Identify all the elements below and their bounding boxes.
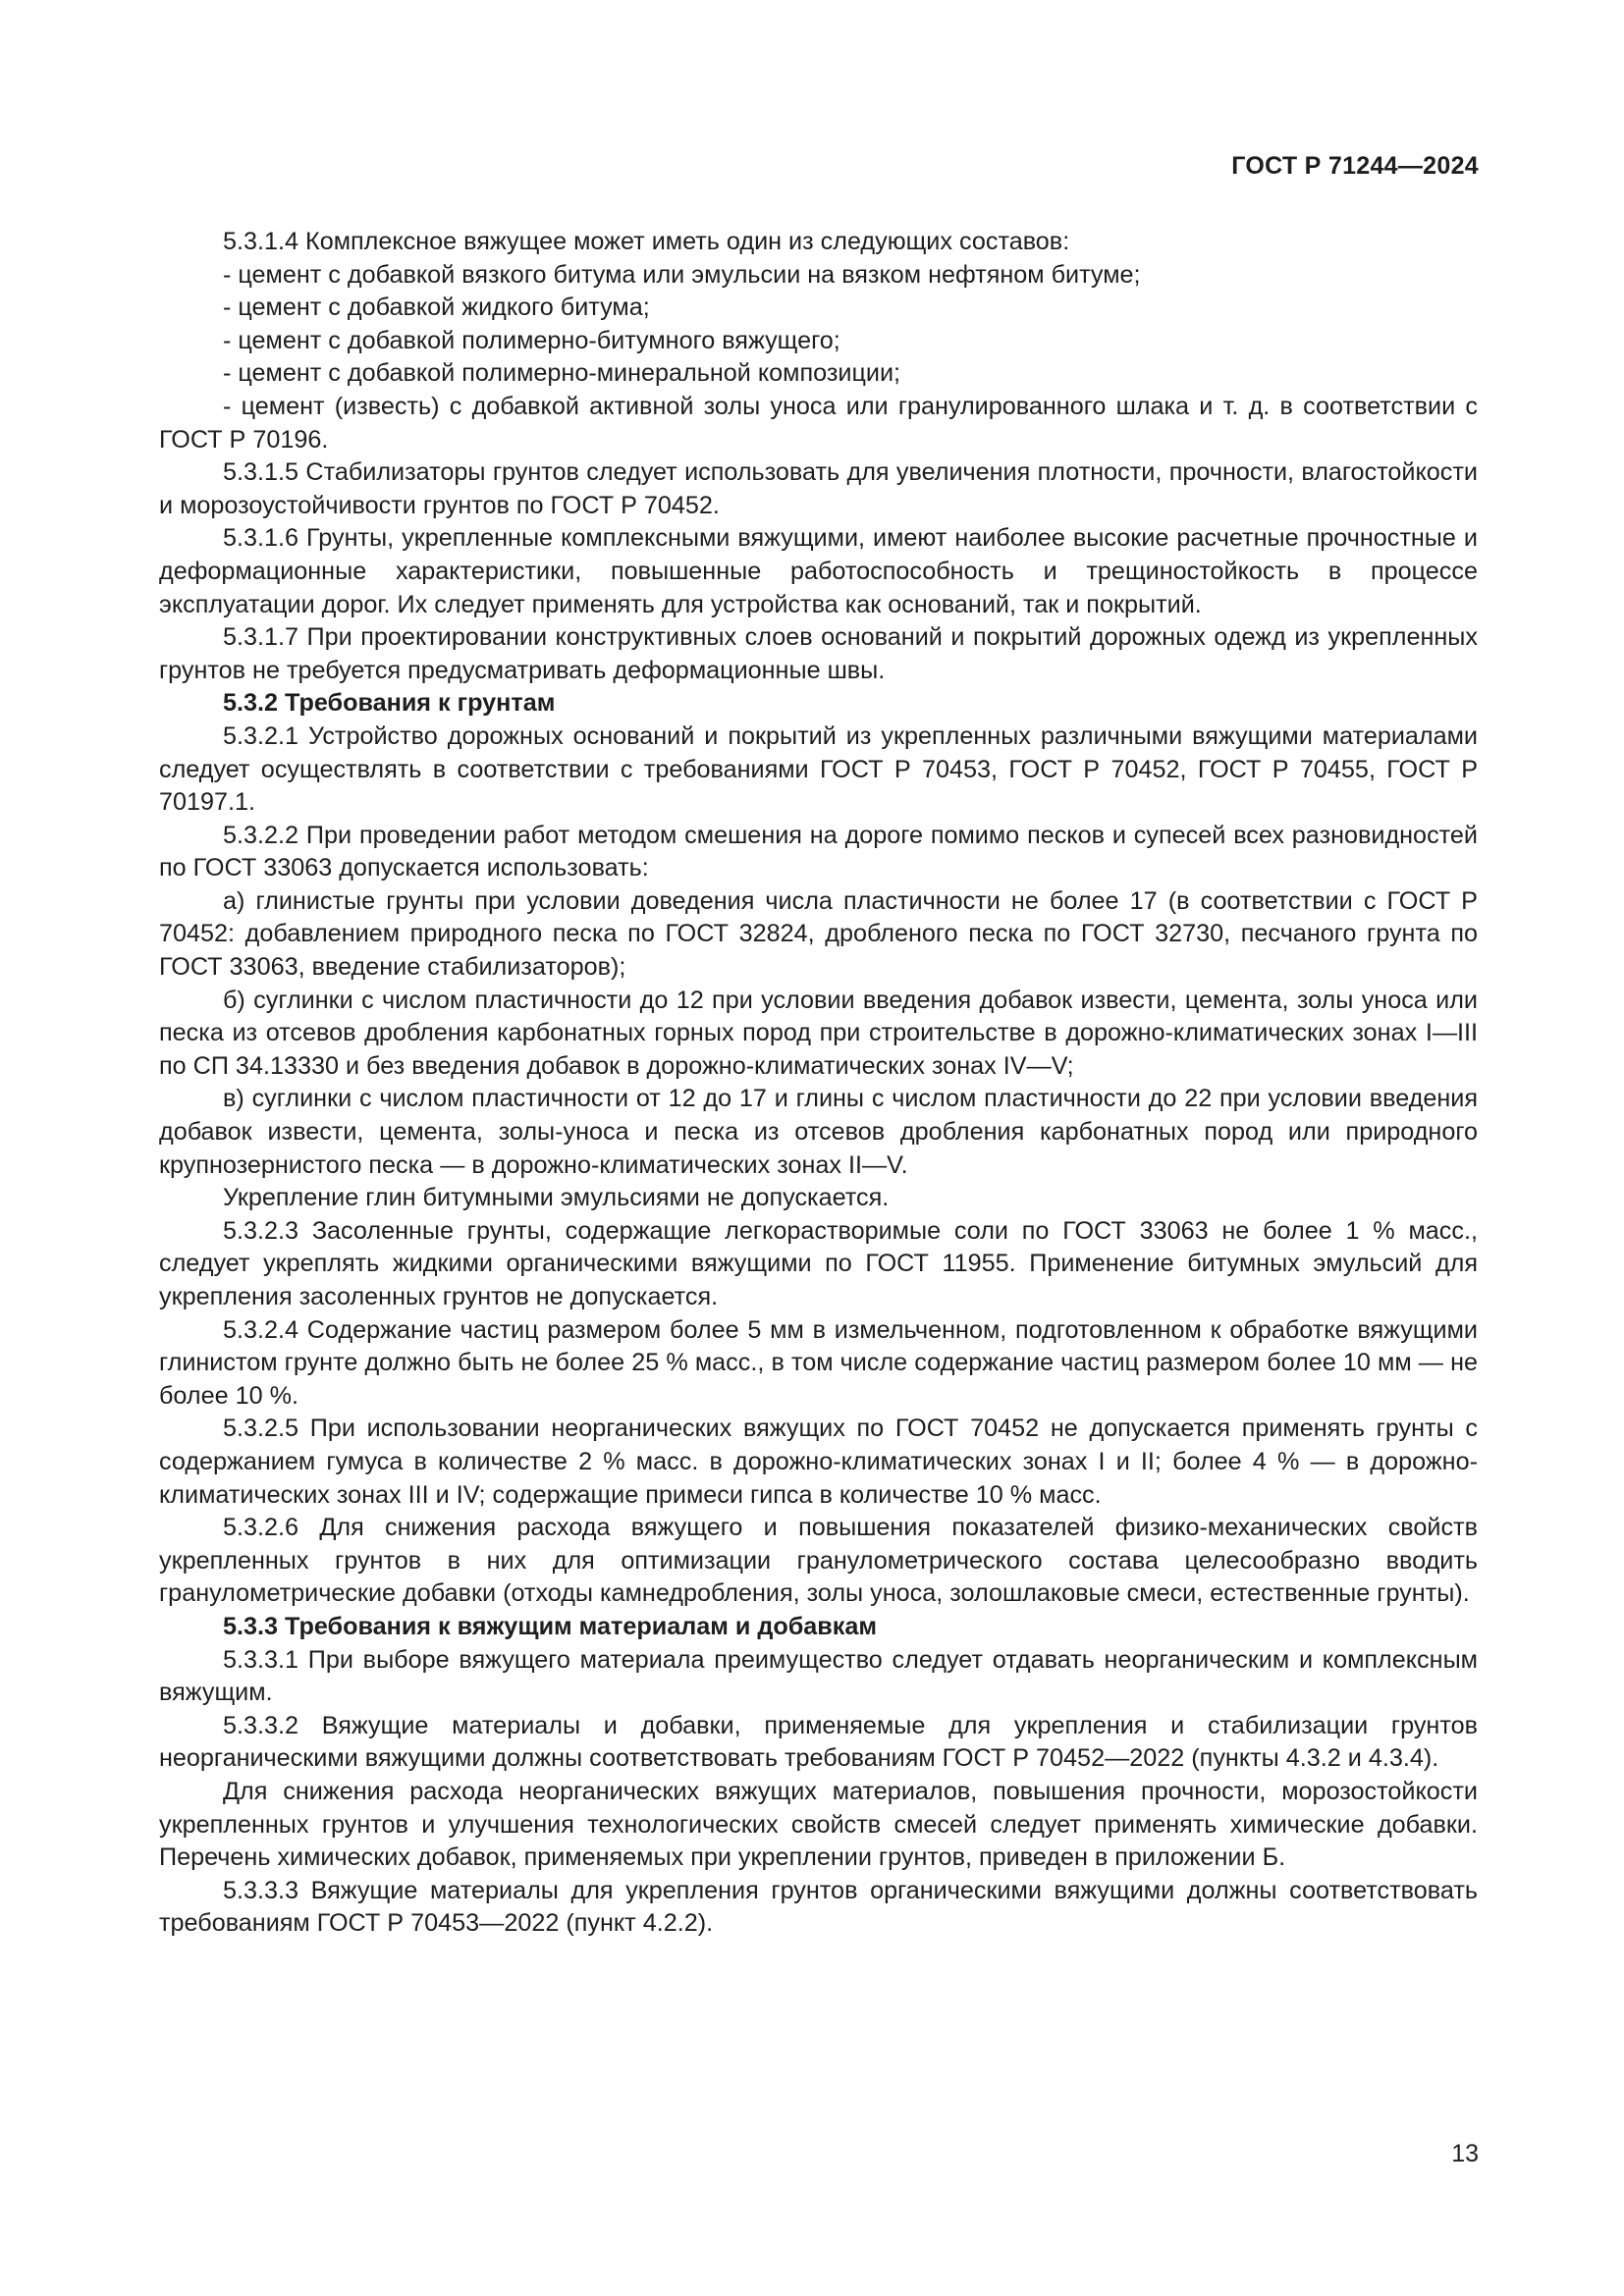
paragraph-5-3-2-6: 5.3.2.6 Для снижения расхода вяжущего и повышения показателей физико-механических свойств укрепленных грунтов в них для оптимизации гранулометрического состава целесообразно вводить гранулометрические добавки (отходы камнедробления, золы уноса, золошлаковые смеси, естественные грунты). [159, 1514, 1478, 1608]
list-item-a: а) глинистые грунты при условии доведения числа пластичности не более 17 (в соответствии с ГОСТ Р 70452: добавлением природного песка по ГОСТ 32824, дробленого песка по ГОСТ 32730, песчаного грунта по ГОСТ 33063, введение стабилизаторов); [159, 886, 1478, 982]
paragraph-chemical-additives: Для снижения расхода неорганических вяжущих материалов, повышения прочности, морозостойкости укрепленных грунтов и улучшения технологических свойств смесей следует применять химические добавки. Перечень химических добавок, применяемых при укреплении грунтов, приведен в приложении Б. [159, 1777, 1478, 1872]
section-heading-5-3-2: 5.3.2 Требования к грунтам [223, 689, 556, 718]
paragraph-5-3-2-1: 5.3.2.1 Устройство дорожных оснований и покрытий из укрепленных различными вяжущими материалами следует осуществлять в соответствии с требованиями ГОСТ Р 70453, ГОСТ Р 70452, ГОСТ Р 70455, ГОСТ Р 70197.1. [159, 721, 1478, 817]
paragraph-5-3-2-4: 5.3.2.4 Содержание частиц размером более 5 мм в измельченном, подготовленном к обработке вяжущими глинистом грунте должно быть не более 25 % масс., в том числе содержание частиц размером более 10 мм — не более 10 %. [159, 1315, 1478, 1410]
paragraph-5-3-1-5: 5.3.1.5 Стабилизаторы грунтов следует использовать для увеличения плотности, прочности, влагостойкости и морозоустойчивости грунтов по ГОСТ Р 70452. [159, 458, 1478, 519]
document-body [159, 226, 1478, 1941]
list-item-polymer-bitumen: - цемент с добавкой полимерно-битумного вяжущего; [223, 326, 840, 354]
paragraph-clay-emulsion: Укрепление глин битумными эмульсиями не допускается. [223, 1184, 890, 1212]
section-heading-5-3-3: 5.3.3 Требования к вяжущим материалам и добавкам [223, 1612, 878, 1640]
list-item-bitumen-liquid: - цемент с добавкой жидкого битума; [223, 294, 650, 322]
list-item-polymer-mineral: - цемент с добавкой полимерно-минеральной композиции; [223, 359, 901, 388]
paragraph-5-3-2-2: 5.3.2.2 При проведении работ методом смешения на дороге помимо песков и супесей всех разновидностей по ГОСТ 33063 допускается использовать: [159, 821, 1478, 882]
page-number: 13 [1451, 2140, 1479, 2167]
paragraph-5-3-1-4: 5.3.1.4 Комплексное вяжущее может иметь один из следующих составов: [223, 228, 1070, 255]
list-item-v: в) суглинки с числом пластичности от 12 до 17 и глины с числом пластичности до 22 при условии введения добавок извести, цемента, золы-уноса и песка из отсевов дробления карбонатных пород или природного крупнозернистого песка — в дорожно-климатических зонах II—V. [159, 1085, 1478, 1179]
list-item-fly-ash: - цемент (известь) с добавкой активной золы уноса или гранулированного шлака и т. д. в соответствии с ГОСТ Р 70196. [159, 392, 1478, 454]
paragraph-5-3-3-1: 5.3.3.1 При выборе вяжущего материала преимущество следует отдавать неорганическим и комплексным вяжущим. [159, 1645, 1478, 1707]
document-designation: ГОСТ Р 71244—2024 [1231, 152, 1479, 180]
paragraph-5-3-3-3: 5.3.3.3 Вяжущие материалы для укрепления грунтов органическими вяжущими должны соответствовать требованиям ГОСТ Р 70453—2022 (пункт 4.2.2). [159, 1876, 1478, 1938]
list-item-bitumen-viscous: - цемент с добавкой вязкого битума или эмульсии на вязком нефтяном битуме; [223, 260, 1141, 289]
paragraph-5-3-2-3: 5.3.2.3 Засоленные грунты, содержащие легкорастворимые соли по ГОСТ 33063 не более 1 % масс., следует укреплять жидкими органическими вяжущими по ГОСТ 11955. Применение битумных эмульсий для укрепления засоленных грунтов не допускается. [159, 1216, 1478, 1310]
paragraph-5-3-2-5: 5.3.2.5 При использовании неорганических вяжущих по ГОСТ 70452 не допускается применять грунты с содержанием гумуса в количестве 2 % масс. в дорожно-климатических зонах I и II; более 4 % — в дорожно-климатических зонах III и IV; содержащие примеси гипса в количестве 10 % масс. [159, 1415, 1478, 1509]
paragraph-5-3-1-6: 5.3.1.6 Грунты, укрепленные комплексными вяжущими, имеют наиболее высокие расчетные прочностные и деформационные характеристики, повышенные работоспособность и трещиностойкость в процессе эксплуатации дорог. Их следует применять для устройства как оснований, так и покрытий. [159, 524, 1478, 618]
list-item-b: б) суглинки с числом пластичности до 12 при условии введения добавок извести, цемента, золы уноса или песка из отсевов дробления карбонатных горных пород при строительстве в дорожно-климатических зонах I—III по СП 34.13330 и без введения добавок в дорожно-климатических зонах IV—V; [159, 986, 1478, 1080]
paragraph-5-3-1-7: 5.3.1.7 При проектировании конструктивных слоев оснований и покрытий дорожных одежд из укрепленных грунтов не требуется предусматривать деформационные швы. [159, 623, 1478, 684]
paragraph-5-3-3-2: 5.3.3.2 Вяжущие материалы и добавки, применяемые для укрепления и стабилизации грунтов неорганическими вяжущими должны соответствовать требованиям ГОСТ Р 70452—2022 (пункты 4.3.2 и 4.3.4). [159, 1711, 1478, 1773]
